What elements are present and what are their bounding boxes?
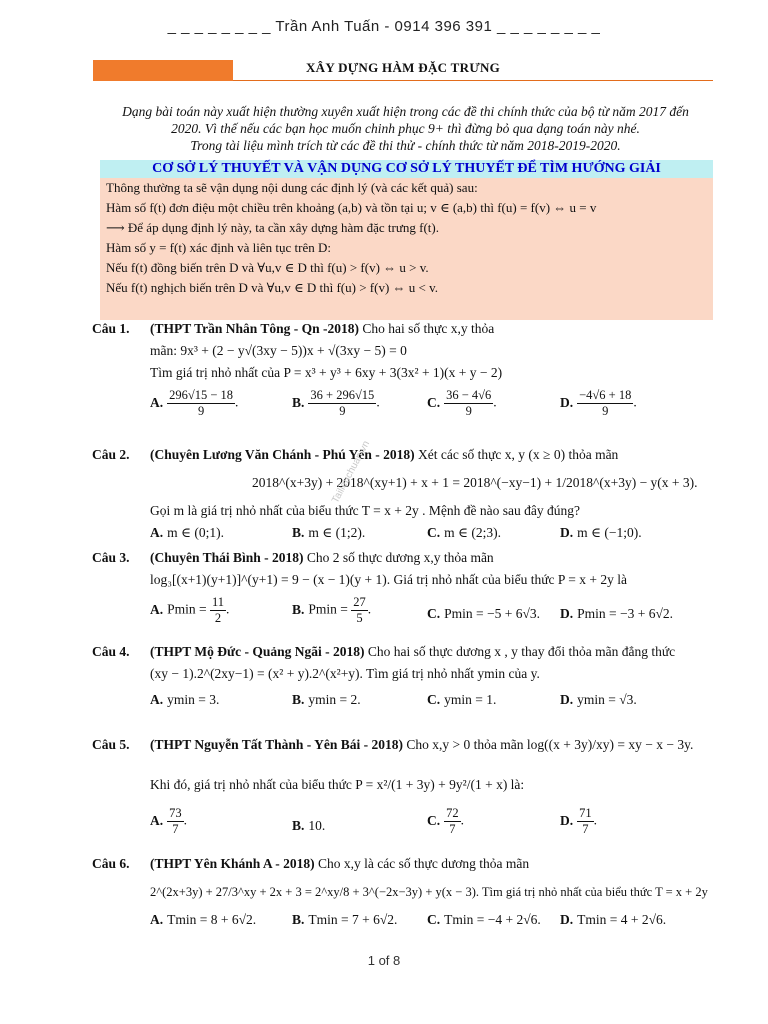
question-4 — [92, 641, 712, 713]
answer-options — [92, 689, 712, 713]
option-c[interactable]: C. Tmin = −4 + 2√6. — [427, 912, 541, 927]
option-d[interactable]: D. Tmin = 4 + 2√6. — [560, 912, 667, 927]
question-text: Xét các số thực x, y (x ≥ 0) thỏa mãn — [418, 447, 619, 462]
theory-line: Nếu f(t) đồng biến trên D và ∀u,v ∈ D thì f(u) > f(v) ⇔ u > v. — [106, 260, 429, 275]
question-line: (xy − 1).2^(2xy−1) = (x² + y).2^(x²+y). Tìm giá trị nhỏ nhất ymin của y. — [150, 666, 540, 681]
option-d[interactable]: D. ymin = √3. — [560, 692, 637, 707]
option-a[interactable]: A. $\frac{73}{7}$ . — [150, 806, 187, 836]
question-line: Gọi m là giá trị nhỏ nhất của biểu thức T = x + 2y . Mệnh đề nào sau đây đúng? — [150, 503, 580, 518]
answer-options — [92, 591, 712, 631]
question-line: mãn: 9x³ + (2 − y√(3xy − 5))x + √(3xy − 5) = 0 — [150, 343, 407, 358]
theory-box — [100, 178, 713, 320]
intro-line: Trong tài liệu mình trích từ các đề thi thử - chính thức từ năm 2018-2019-2020. — [190, 138, 621, 153]
question-text: Cho hai số thực dương x , y thay đổi thỏa mãn đẳng thức — [367, 644, 676, 659]
question-number: Câu 6. — [92, 856, 130, 871]
question-source: (THPT Yên Khánh A - 2018) — [150, 856, 315, 871]
question-6 — [92, 853, 712, 933]
theory-line: Nếu f(t) nghịch biến trên D và ∀u,v ∈ D thì f(u) > f(v) ⇔ u < v. — [106, 280, 439, 295]
option-d[interactable]: D. $\frac{71}{7}$ . — [560, 806, 597, 836]
option-c[interactable]: C. ymin = 1. — [427, 692, 497, 707]
question-line: Tìm giá trị nhỏ nhất của P = x³ + y³ + 6xy + 3(3x² + 1)(x + y − 2) — [150, 365, 503, 380]
theory-line: Hàm số y = f(t) xác định và liên tục trên D: — [106, 240, 332, 255]
question-5 — [92, 734, 712, 846]
question-source: (Chuyên Lương Văn Chánh - Phú Yên - 2018) — [150, 447, 415, 462]
question-number: Câu 1. — [92, 321, 130, 336]
option-b[interactable]: B. Tmin = 7 + 6√2. — [292, 912, 398, 927]
option-b[interactable]: B. 10. — [292, 818, 326, 833]
document-title: XÂY DỰNG HÀM ĐẶC TRƯNG — [305, 60, 501, 75]
option-a[interactable]: A. m ∈ (0;1). — [150, 525, 224, 540]
question-2 — [92, 444, 712, 546]
intro-paragraph — [98, 103, 713, 154]
option-c[interactable]: C. Pmin = −5 + 6√3. — [427, 606, 541, 621]
option-a[interactable]: A. ymin = 3. — [150, 692, 220, 707]
question-number: Câu 5. — [92, 737, 130, 752]
question-number: Câu 3. — [92, 550, 130, 565]
question-text: Cho hai số thực x,y thỏa — [362, 321, 495, 336]
question-text: Cho x,y > 0 thỏa mãn log((x + 3y)/xy) = xy − x − 3y. — [406, 737, 694, 752]
intro-line: 2020. Vì thế nếu các bạn học muốn chinh phục 9+ thì đừng bỏ qua dạng toán này nhé. — [171, 121, 640, 136]
question-line: 2018^(x+3y) + 2018^(xy+1) + x + 1 = 2018^(−xy−1) + 1/2018^(x+3y) − y(x + 3). — [252, 475, 698, 490]
question-3 — [92, 547, 712, 631]
option-a[interactable]: A. $\frac{296√15 - 18}{9}$ . — [150, 388, 239, 418]
author-header: _ _ _ _ _ _ _ _ Trần Anh Tuấn - 0914 396 391 _ _ _ _ _ _ _ _ — [167, 18, 601, 35]
theory-line: Hàm số f(t) đơn điệu một chiều trên khoảng (a,b) và tồn tại u; v ∈ (a,b) thì f(u) = f(v) ⇔ u = v — [106, 200, 597, 215]
option-d[interactable]: D. m ∈ (−1;0). — [560, 525, 642, 540]
theory-line: ⟶ Để áp dụng định lý này, ta cần xây dựng hàm đặc trưng f(t). — [106, 220, 439, 235]
option-c[interactable]: C. m ∈ (2;3). — [427, 525, 501, 540]
question-source: (Chuyên Thái Bình - 2018) — [150, 550, 304, 565]
question-text: Cho x,y là các số thực dương thỏa mãn — [318, 856, 530, 871]
question-1 — [92, 318, 712, 424]
watermark-text: Tailieuchuan.vn — [330, 439, 373, 506]
option-b[interactable]: B. Pmin = $\frac{27}{5}$ . — [292, 595, 372, 625]
answer-options — [92, 522, 712, 546]
option-a[interactable]: A. Pmin = $\frac{11}{2}$ . — [150, 595, 230, 625]
question-source: (THPT Nguyễn Tất Thành - Yên Bái - 2018) — [150, 737, 404, 752]
question-line: Khi đó, giá trị nhỏ nhất của biểu thức P = x²/(1 + 3y) + 9y²/(1 + x) là: — [150, 777, 525, 792]
question-number: Câu 2. — [92, 447, 130, 462]
theory-line: Thông thường ta sẽ vận dụng nội dung các định lý (và các kết quả) sau: — [106, 180, 478, 195]
theory-heading: CƠ SỞ LÝ THUYẾT VÀ VẬN DỤNG CƠ SỞ LÝ THUYẾT ĐỂ TÌM HƯỚNG GIẢI — [100, 160, 713, 178]
option-b[interactable]: B. ymin = 2. — [292, 692, 361, 707]
intro-line: Dạng bài toán này xuất hiện thường xuyên xuất hiện trong các đề thi chính thức của bộ từ năm 2017 đến — [122, 104, 689, 119]
option-b[interactable]: B. m ∈ (1;2). — [292, 525, 366, 540]
option-a[interactable]: A. Tmin = 8 + 6√2. — [150, 912, 257, 927]
question-source: (THPT Mộ Đức - Quảng Ngãi - 2018) — [150, 644, 365, 659]
question-text: Cho 2 số thực dương x,y thỏa mãn — [306, 550, 494, 565]
option-b[interactable]: B. $\frac{36 + 296√15}{9}$ . — [292, 388, 380, 418]
option-c[interactable]: C. $\frac{36 - 4√6}{9}$ . — [427, 388, 497, 418]
question-line: log₃[(x+1)(y+1)]^(y+1) = 9 − (x − 1)(y + 1). Giá trị nhỏ nhất của biểu thức P = x + 2y là — [150, 572, 628, 587]
answer-options — [92, 384, 712, 424]
question-source: (THPT Trần Nhân Tông - Qn -2018) — [150, 321, 360, 336]
option-d[interactable]: D. $\frac{-4√6 + 18}{9}$ . — [560, 388, 637, 418]
page-indicator: 1 of 8 — [367, 953, 401, 968]
answer-options — [92, 806, 712, 846]
option-c[interactable]: C. $\frac{72}{7}$ . — [427, 806, 464, 836]
question-number: Câu 4. — [92, 644, 130, 659]
option-d[interactable]: D. Pmin = −3 + 6√2. — [560, 606, 674, 621]
question-line: 2^(2x+3y) + 27/3^xy + 2x + 3 = 2^xy/8 + 3^(−2x−3y) + y(x − 3). Tìm giá trị nhỏ nhất của biểu thức T = x + 2y — [150, 885, 708, 899]
answer-options — [92, 909, 712, 933]
